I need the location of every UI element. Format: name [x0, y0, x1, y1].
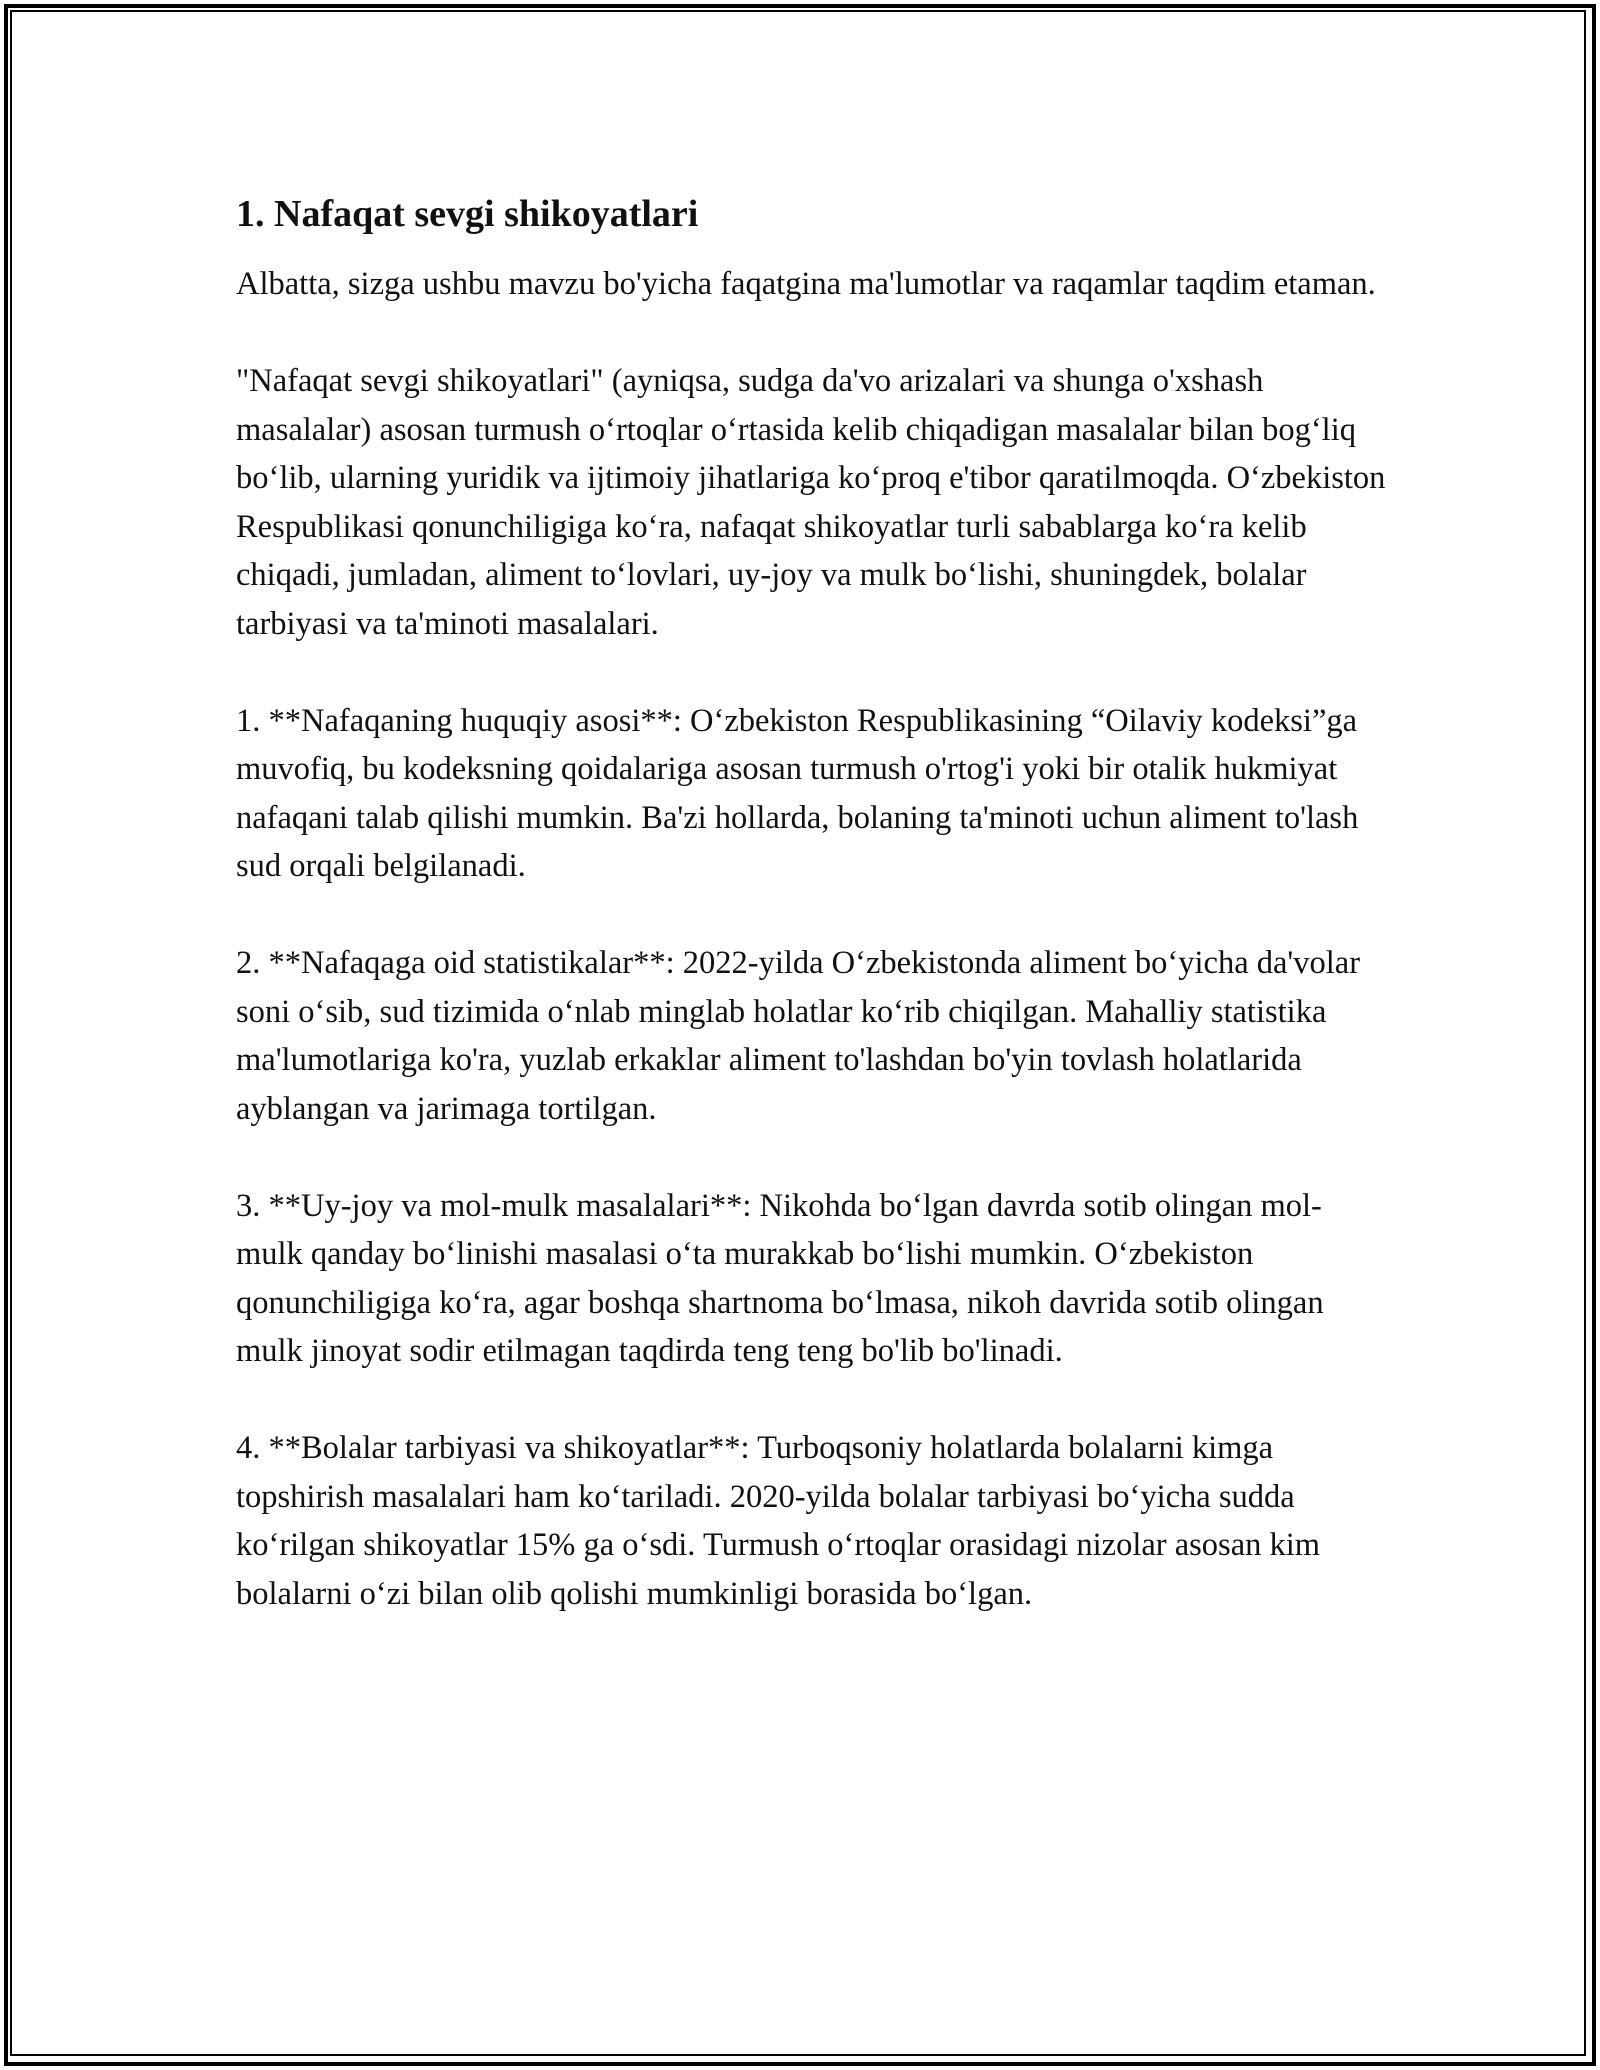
document-title: 1. Nafaqat sevgi shikoyatlari — [236, 193, 699, 235]
point-child-upbringing: 4. **Bolalar tarbiyasi va shikoyatlar**: Turboqsoniy holatlarda bolalarni kimga topshirish masalalari ham ko‘tariladi. 2020-yilda bolalar tarbiyasi bo‘yicha sudda ko‘rilgan shikoyatlar 15% ga o‘sdi. Turmush o‘rtoqlar orasidagi nizolar asosan kim bolalarni o‘zi bilan olib qolishi mumkinligi borasida bo‘lgan. — [236, 1430, 1321, 1612]
overview-paragraph: "Nafaqat sevgi shikoyatlari" (ayniqsa, sudga da'vo arizalari va shunga o'xshash masalalar) asosan turmush o‘rtoqlar o‘rtasida kelib chiqadigan masalalar bilan bog‘liq bo‘lib, ularning yuridik va ijtimoiy jihatlariga ko‘proq e'tibor qaratilmoqda. O‘zbekiston Respublikasi qonunchiligiga ko‘ra, nafaqat shikoyatlar turli sabablarga ko‘ra kelib chiqadi, jumladan, aliment to‘lovlari, uy-joy va mulk bo‘lishi, shuningdek, bolalar tarbiyasi va ta'minoti masalalari. — [236, 363, 1386, 642]
point-legal-basis: 1. **Nafaqaning huquqiy asosi**: O‘zbekiston Respublikasining “Oilaviy kodeksi”ga muvofiq, bu kodeksning qoidalariga asosan turmush o'rtog'i yoki bir otalik hukmiyat nafaqani talab qilishi mumkin. Ba'zi hollarda, bolaning ta'minoti uchun aliment to'lash sud orqali belgilanadi. — [236, 702, 1359, 884]
document-body — [236, 188, 1386, 1667]
point-property: 3. **Uy-joy va mol-mulk masalalari**: Nikohda bo‘lgan davrda sotib olingan mol-mulk qanday bo‘linishi masalasi o‘ta murakkab bo‘lishi mumkin. O‘zbekiston qonunchiligiga ko‘ra, agar boshqa shartnoma bo‘lmasa, nikoh davrida sotib olingan mulk jinoyat sodir etilmagan taqdirda teng teng bo'lib bo'linadi. — [236, 1187, 1324, 1369]
point-statistics: 2. **Nafaqaga oid statistikalar**: 2022-yilda O‘zbekistonda aliment bo‘yicha da'volar soni o‘sib, sud tizimida o‘nlab minglab holatlar ko‘rib chiqilgan. Mahalliy statistika ma'lumotlariga ko'ra, yuzlab erkaklar aliment to'lashdan bo'yin tovlash holatlarida ayblangan va jarimaga tortilgan. — [236, 945, 1361, 1127]
intro-paragraph: Albatta, sizga ushbu mavzu bo'yicha faqatgina ma'lumotlar va raqamlar taqdim etaman. — [236, 266, 1376, 302]
